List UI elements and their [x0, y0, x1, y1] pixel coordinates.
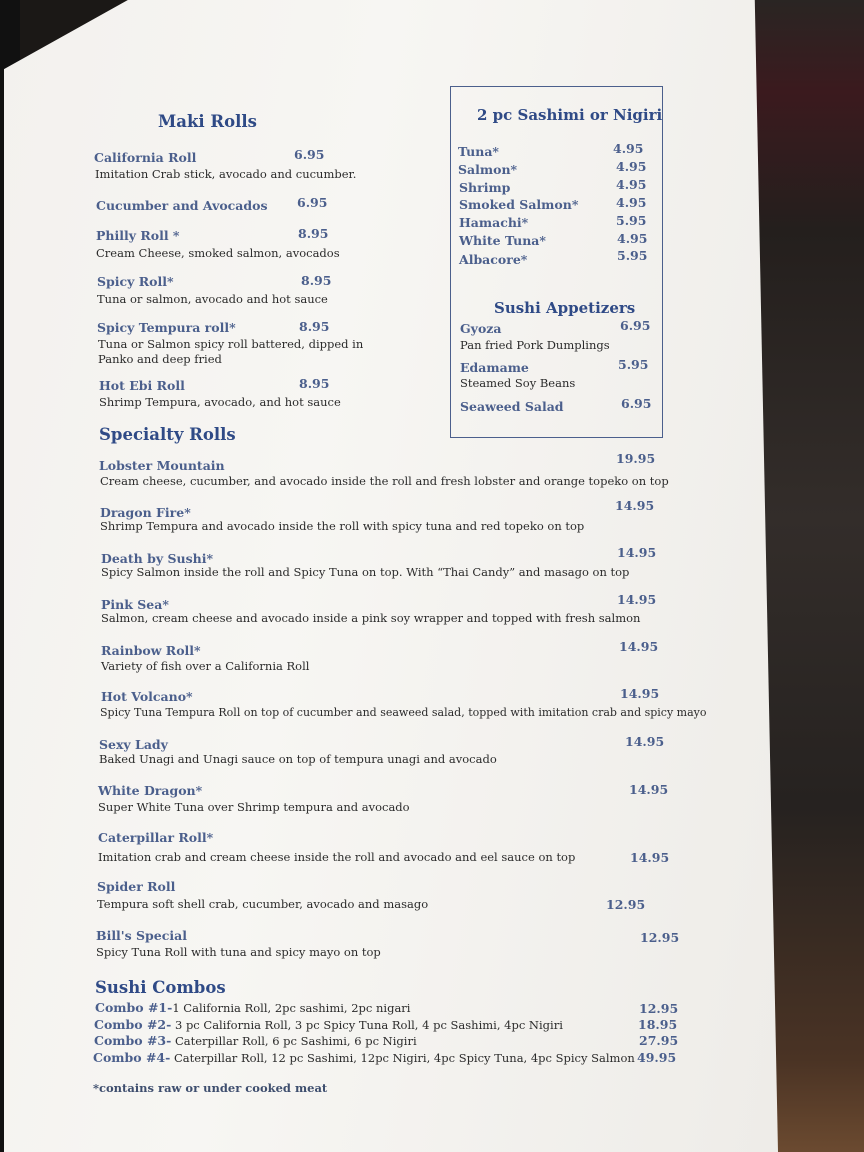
- maki-item-desc: Tuna or Salmon spicy roll battered, dipped in: [98, 337, 364, 351]
- specialty-item-desc: Tempura soft shell crab, cucumber, avocado and masago: [97, 897, 429, 911]
- combo-label: Combo #1-: [95, 1000, 173, 1015]
- specialty-item-desc: Cream cheese, cucumber, and avocado inside the roll and fresh lobster and orange topeko on top: [100, 474, 669, 488]
- footnote: *contains raw or under cooked meat: [93, 1081, 328, 1095]
- specialty-item-price: 14.95: [620, 686, 660, 701]
- maki-item-price: 8.95: [298, 226, 329, 241]
- combo-text: Caterpillar Roll, 6 pc Sashimi, 6 pc Nigiri: [171, 1034, 417, 1048]
- maki-item-name: Hot Ebi Roll: [99, 378, 185, 393]
- specialty-item-desc: Baked Unagi and Unagi sauce on top of tempura unagi and avocado: [99, 752, 497, 766]
- specialty-item-name: Spider Roll: [97, 879, 176, 894]
- appetizer-item-price: 5.95: [618, 357, 649, 372]
- specialty-item-name: Bill's Special: [96, 928, 187, 943]
- specialty-item-price: 14.95: [617, 592, 657, 607]
- maki-item-desc: Shrimp Tempura, avocado, and hot sauce: [99, 395, 341, 409]
- combo-label: Combo #4-: [93, 1050, 171, 1065]
- specialty-item-price: 12.95: [640, 930, 680, 945]
- maki-item-price: 8.95: [299, 376, 330, 391]
- specialty-item-desc: Imitation crab and cream cheese inside the roll and avocado and eel sauce on top: [98, 850, 576, 864]
- sashimi-item-price: 4.95: [616, 195, 647, 210]
- maki-item-desc: Imitation Crab stick, avocado and cucumber.: [95, 167, 357, 181]
- combo-item: [93, 1050, 635, 1065]
- combo-item: [94, 1033, 417, 1048]
- sashimi-item-price: 5.95: [616, 213, 647, 228]
- specialty-item-name: White Dragon*: [98, 783, 203, 798]
- maki-item-name: Cucumber and Avocados: [96, 198, 268, 213]
- specialty-item-desc: Spicy Tuna Tempura Roll on top of cucumber and seaweed salad, topped with imitation crab and spicy mayo: [100, 706, 707, 719]
- combo-label: Combo #3-: [94, 1033, 172, 1048]
- maki-item-name: Spicy Roll*: [97, 274, 174, 289]
- specialty-item-desc: Shrimp Tempura and avocado inside the roll with spicy tuna and red topeko on top: [100, 519, 585, 533]
- maki-item-price: 8.95: [301, 273, 332, 288]
- appetizers-title: Sushi Appetizers: [494, 299, 636, 317]
- specialty-item-price: 14.95: [619, 639, 659, 654]
- appetizer-item-name: Seaweed Salad: [460, 399, 564, 414]
- sashimi-item-name: White Tuna*: [459, 233, 546, 248]
- sashimi-item-name: Salmon*: [458, 162, 518, 177]
- combo-price: 27.95: [639, 1033, 679, 1048]
- maki-item-price: 8.95: [299, 319, 330, 334]
- sashimi-item-price: 4.95: [617, 231, 648, 246]
- maki-item-desc-line2: Panko and deep fried: [98, 352, 222, 366]
- maki-item-price: 6.95: [297, 195, 328, 210]
- combo-price: 49.95: [637, 1050, 677, 1065]
- maki-item-name: Philly Roll *: [96, 228, 180, 243]
- combo-text: Caterpillar Roll, 12 pc Sashimi, 12pc Nigiri, 4pc Spicy Tuna, 4pc Spicy Salmon: [170, 1051, 635, 1065]
- appetizer-item-price: 6.95: [620, 318, 651, 333]
- appetizer-item-price: 6.95: [621, 396, 652, 411]
- sashimi-item-name: Smoked Salmon*: [459, 197, 579, 212]
- specialty-item-price: 14.95: [629, 782, 669, 797]
- specialty-item-desc: Variety of fish over a California Roll: [101, 659, 310, 673]
- specialty-item-price: 14.95: [630, 850, 670, 865]
- specialty-item-price: 14.95: [617, 545, 657, 560]
- specialty-item-name: Pink Sea*: [101, 597, 169, 612]
- specialty-item-desc: Spicy Salmon inside the roll and Spicy Tuna on top. With “Thai Candy” and masago on top: [101, 565, 630, 579]
- specialty-item-desc: Salmon, cream cheese and avocado inside a pink soy wrapper and topped with fresh salmon: [101, 611, 641, 625]
- sashimi-item-name: Hamachi*: [459, 215, 529, 230]
- sashimi-item-price: 4.95: [616, 177, 647, 192]
- sashimi-item-name: Albacore*: [459, 252, 528, 267]
- specialty-title: Specialty Rolls: [99, 425, 236, 444]
- sashimi-item-name: Tuna*: [458, 144, 499, 159]
- sashimi-item-price: 4.95: [613, 141, 644, 156]
- specialty-item-price: 14.95: [625, 734, 665, 749]
- appetizer-item-desc: Pan fried Pork Dumplings: [460, 338, 610, 352]
- sashimi-item-price: 4.95: [616, 159, 647, 174]
- specialty-item-name: Caterpillar Roll*: [98, 830, 214, 845]
- specialty-item-desc: Super White Tuna over Shrimp tempura and avocado: [98, 800, 410, 814]
- sashimi-title: 2 pc Sashimi or Nigiri: [477, 106, 663, 124]
- maki-item-price: 6.95: [294, 147, 325, 162]
- combos-title: Sushi Combos: [95, 978, 226, 997]
- specialty-item-name: Hot Volcano*: [101, 689, 193, 704]
- combo-price: 18.95: [638, 1017, 678, 1032]
- sashimi-item-price: 5.95: [617, 248, 648, 263]
- specialty-item-name: Lobster Mountain: [99, 458, 225, 473]
- combo-item: [94, 1017, 563, 1032]
- sashimi-item-name: Shrimp: [459, 180, 511, 195]
- combo-price: 12.95: [639, 1001, 679, 1016]
- combo-label: Combo #2-: [94, 1017, 172, 1032]
- specialty-item-price: 19.95: [616, 451, 656, 466]
- maki-item-desc: Tuna or salmon, avocado and hot sauce: [97, 292, 328, 306]
- specialty-item-price: 14.95: [615, 498, 655, 513]
- appetizer-item-desc: Steamed Soy Beans: [460, 376, 576, 390]
- combo-text: 1 California Roll, 2pc sashimi, 2pc nigari: [172, 1001, 411, 1015]
- maki-item-name: California Roll: [94, 150, 197, 165]
- specialty-item-name: Rainbow Roll*: [101, 643, 201, 658]
- specialty-item-name: Sexy Lady: [99, 737, 168, 752]
- maki-item-name: Spicy Tempura roll*: [97, 320, 236, 335]
- appetizer-item-name: Edamame: [460, 360, 529, 375]
- specialty-item-desc: Spicy Tuna Roll with tuna and spicy mayo on top: [96, 945, 381, 959]
- combo-item: [95, 1000, 410, 1015]
- maki-title: Maki Rolls: [158, 112, 257, 131]
- specialty-item-price: 12.95: [606, 897, 646, 912]
- specialty-item-name: Dragon Fire*: [100, 505, 191, 520]
- maki-item-desc: Cream Cheese, smoked salmon, avocados: [96, 246, 340, 260]
- specialty-item-name: Death by Sushi*: [101, 551, 213, 566]
- combo-text: 3 pc California Roll, 3 pc Spicy Tuna Roll, 4 pc Sashimi, 4pc Nigiri: [171, 1018, 563, 1032]
- appetizer-item-name: Gyoza: [460, 321, 502, 336]
